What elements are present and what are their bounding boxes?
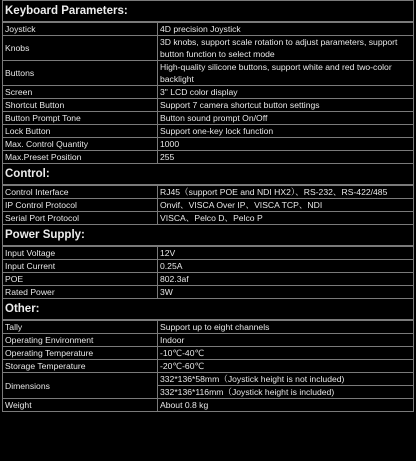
table-row xyxy=(3,373,414,399)
spec-label: Screen xyxy=(3,86,158,99)
table-row xyxy=(3,260,414,273)
section-title: Control: xyxy=(2,164,414,185)
spec-label: IP Control Protocol xyxy=(3,199,158,212)
table-row xyxy=(3,36,414,61)
spec-label: Storage Temperature xyxy=(3,360,158,373)
spec-value: 1000 xyxy=(158,138,414,151)
section-title: Keyboard Parameters: xyxy=(2,1,414,22)
spec-label: Button Prompt Tone xyxy=(3,112,158,125)
table-row xyxy=(3,247,414,260)
spec-table xyxy=(2,246,414,299)
section-title: Other: xyxy=(2,299,414,320)
spec-value: RJ45（support POE and NDI HX2）、RS-232、RS-422/485 xyxy=(158,186,414,199)
spec-value: 3D knobs, support scale rotation to adjust parameters, support button function to select mode xyxy=(158,36,414,61)
table-row xyxy=(3,112,414,125)
section-title: Power Supply: xyxy=(2,225,414,246)
spec-value: VISCA、Pelco D、Pelco P xyxy=(158,212,414,225)
spec-label: Knobs xyxy=(3,36,158,61)
spec-value: 0.25A xyxy=(158,260,414,273)
table-row xyxy=(3,86,414,99)
table-row xyxy=(3,99,414,112)
spec-value: -20℃-60℃ xyxy=(158,360,414,373)
spec-label: Operating Temperature xyxy=(3,347,158,360)
spec-label: Tally xyxy=(3,321,158,334)
spec-label: Lock Button xyxy=(3,125,158,138)
table-row xyxy=(3,347,414,360)
spec-value: Onvif、VISCA Over IP、VISCA TCP、NDI xyxy=(158,199,414,212)
spec-value: 802.3af xyxy=(158,273,414,286)
spec-label: POE xyxy=(3,273,158,286)
spec-value: 12V xyxy=(158,247,414,260)
spec-label: Serial Port Protocol xyxy=(3,212,158,225)
spec-label: Buttons xyxy=(3,61,158,86)
table-row xyxy=(3,199,414,212)
spec-value: Indoor xyxy=(158,334,414,347)
spec-label: Dimensions xyxy=(3,373,158,399)
spec-value: 3W xyxy=(158,286,414,299)
spec-value: About 0.8 kg xyxy=(158,399,414,412)
table-row xyxy=(3,186,414,199)
spec-label: Weight xyxy=(3,399,158,412)
spec-value: Support 7 camera shortcut button settings xyxy=(158,99,414,112)
table-row xyxy=(3,125,414,138)
spec-label: Max.Preset Position xyxy=(3,151,158,164)
table-row xyxy=(3,334,414,347)
spec-label: Joystick xyxy=(3,23,158,36)
spec-label: Control Interface xyxy=(3,186,158,199)
spec-value: Support up to eight channels xyxy=(158,321,414,334)
spec-value-line: 332*136*58mm（Joystick height is not included) xyxy=(160,374,345,384)
spec-label: Input Voltage xyxy=(3,247,158,260)
spec-value: High-quality silicone buttons, support white and red two-color backlight xyxy=(158,61,414,86)
table-row xyxy=(3,61,414,86)
table-row xyxy=(3,360,414,373)
spec-label: Shortcut Button xyxy=(3,99,158,112)
spec-value: 4D precision Joystick xyxy=(158,23,414,36)
table-row xyxy=(3,399,414,412)
spec-table xyxy=(2,320,414,412)
spec-label: Rated Power xyxy=(3,286,158,299)
spec-value: Support one-key lock function xyxy=(158,125,414,138)
spec-value xyxy=(158,373,414,399)
table-row xyxy=(3,286,414,299)
table-row xyxy=(3,138,414,151)
table-row xyxy=(3,321,414,334)
spec-sheet xyxy=(2,0,414,412)
spec-value: Button sound prompt On/Off xyxy=(158,112,414,125)
spec-table xyxy=(2,185,414,225)
table-row xyxy=(3,23,414,36)
spec-table xyxy=(2,22,414,164)
spec-value: -10℃-40℃ xyxy=(158,347,414,360)
table-row xyxy=(3,151,414,164)
spec-value: 3" LCD color display xyxy=(158,86,414,99)
spec-label: Operating Environment xyxy=(3,334,158,347)
spec-label: Max. Control Quantity xyxy=(3,138,158,151)
table-row xyxy=(3,212,414,225)
spec-label: Input Current xyxy=(3,260,158,273)
spec-value-line: 332*136*116mm（Joystick height is included) xyxy=(158,385,413,398)
spec-value: 255 xyxy=(158,151,414,164)
table-row xyxy=(3,273,414,286)
